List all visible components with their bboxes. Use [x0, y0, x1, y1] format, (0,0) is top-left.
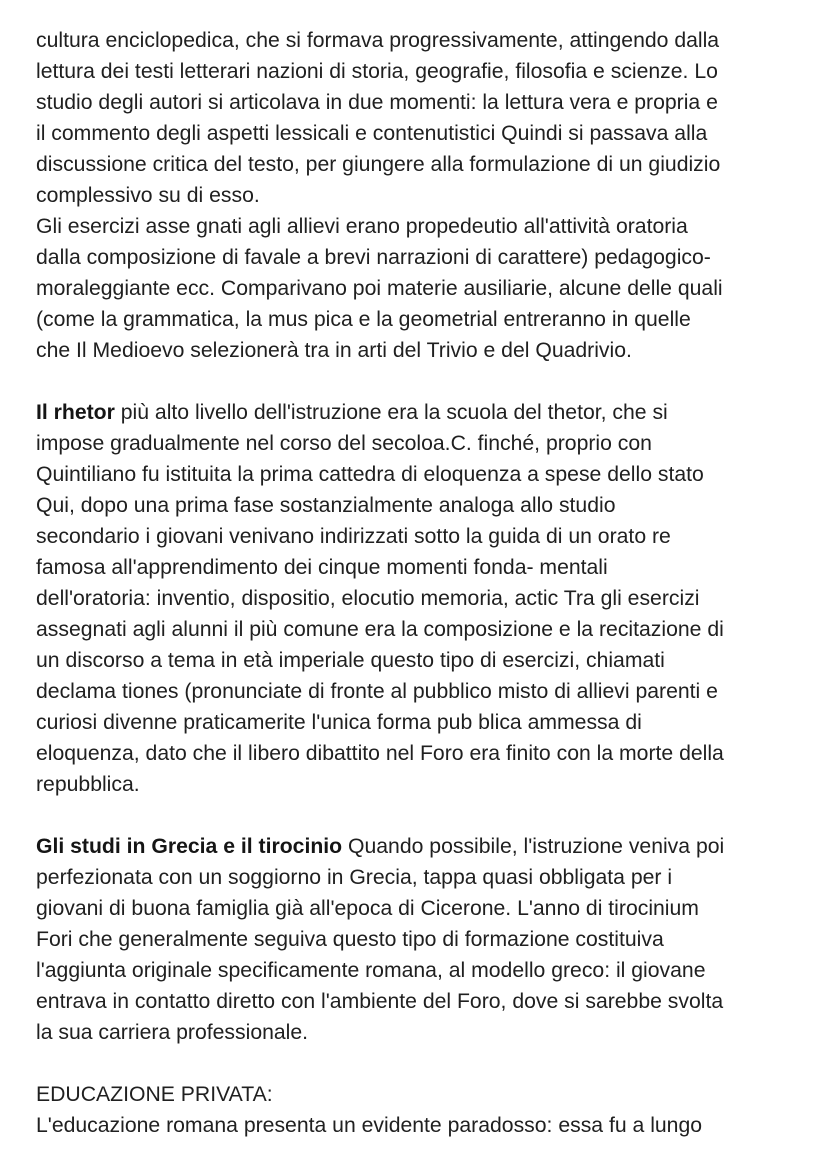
text-line: un discorso a tema in età imperiale questo tipo di esercizi, chiamati — [36, 649, 665, 672]
text-line: Qui, dopo una prima fase sostanzialmente analoga allo studio — [36, 494, 616, 517]
text-line: L'educazione romana presenta un evidente paradosso: essa fu a lungo — [36, 1114, 703, 1137]
text-line: eloquenza, dato che il libero dibattito nel Foro era finito con la morte della — [36, 742, 724, 765]
text-line: dell'oratoria: inventio, dispositio, elocutio memoria, actic Tra gli esercizi — [36, 587, 700, 610]
text-line: declama tiones (pronunciate di fronte al pubblico misto di allievi parenti e — [36, 680, 718, 703]
text-line: discussione critica del testo, per giungere alla formulazione di un giudizio — [36, 153, 721, 176]
text-line: entrava in contatto diretto con l'ambiente del Foro, dove si sarebbe svolta — [36, 990, 724, 1013]
text-line: Fori che generalmente seguiva questo tipo di formazione costituiva — [36, 928, 664, 951]
heading-continuation: più alto livello dell'istruzione era la scuola del thetor, che si — [114, 401, 668, 424]
text-line: impose gradualmente nel corso del secoloa.C. finché, proprio con — [36, 432, 652, 455]
text-line: il commento degli aspetti lessicali e contenutistici Quindi si passava alla — [36, 122, 708, 145]
grecia-paragraph — [36, 831, 796, 1048]
text-line: secondario i giovani venivano indirizzati sotto la guida di un orato re — [36, 525, 671, 548]
privata-paragraph — [36, 1079, 796, 1141]
text-line: Quintiliano fu istituita la prima cattedra di eloquenza a spese dello stato — [36, 463, 704, 486]
text-line: dalla composizione di favale a brevi narrazioni di carattere) pedagogico- — [36, 246, 711, 269]
section-heading: Gli studi in Grecia e il tirocinio — [36, 835, 343, 858]
text-line: che Il Medioevo selezionerà tra in arti del Trivio e del Quadrivio. — [36, 339, 632, 362]
text-line: assegnati agli alunni il più comune era la composizione e la recitazione di — [36, 618, 724, 641]
text-line: cultura enciclopedica, che si formava progressivamente, attingendo dalla — [36, 29, 720, 52]
text-line: curiosi divenne praticamerite l'unica forma pub blica ammessa di — [36, 711, 642, 734]
document-page — [36, 25, 796, 1141]
paragraph-gap — [36, 366, 796, 397]
text-line: Gli esercizi asse gnati agli allievi erano propedeutio all'attività oratoria — [36, 215, 688, 238]
text-line: giovani di buona famiglia già all'epoca di Cicerone. L'anno di tirocinium — [36, 897, 699, 920]
text-line: (come la grammatica, la mus pica e la geometrial entreranno in quelle — [36, 308, 691, 331]
text-line — [36, 831, 796, 862]
text-line: complessivo su di esso. — [36, 184, 260, 207]
rhetor-paragraph — [36, 397, 796, 800]
paragraph-gap — [36, 800, 796, 831]
text-line: la sua carriera professionale. — [36, 1021, 309, 1044]
text-line: repubblica. — [36, 773, 140, 796]
paragraph-gap — [36, 1048, 796, 1079]
text-line: famosa all'apprendimento dei cinque momenti fonda- mentali — [36, 556, 608, 579]
section-heading: EDUCAZIONE PRIVATA: — [36, 1083, 273, 1106]
section-heading: Il rhetor — [36, 401, 115, 424]
text-line: studio degli autori si articolava in due momenti: la lettura vera e propria e — [36, 91, 718, 114]
text-line: l'aggiunta originale specificamente romana, al modello greco: il giovane — [36, 959, 706, 982]
heading-continuation: Quando possibile, l'istruzione veniva poi — [342, 835, 725, 858]
intro-paragraph — [36, 25, 796, 366]
text-line: moraleggiante ecc. Comparivano poi materie ausiliarie, alcune delle quali — [36, 277, 723, 300]
text-line: perfezionata con un soggiorno in Grecia, tappa quasi obbligata per i — [36, 866, 673, 889]
text-line: lettura dei testi letterari nazioni di storia, geografie, filosofia e scienze. Lo — [36, 60, 718, 83]
text-line — [36, 397, 796, 428]
